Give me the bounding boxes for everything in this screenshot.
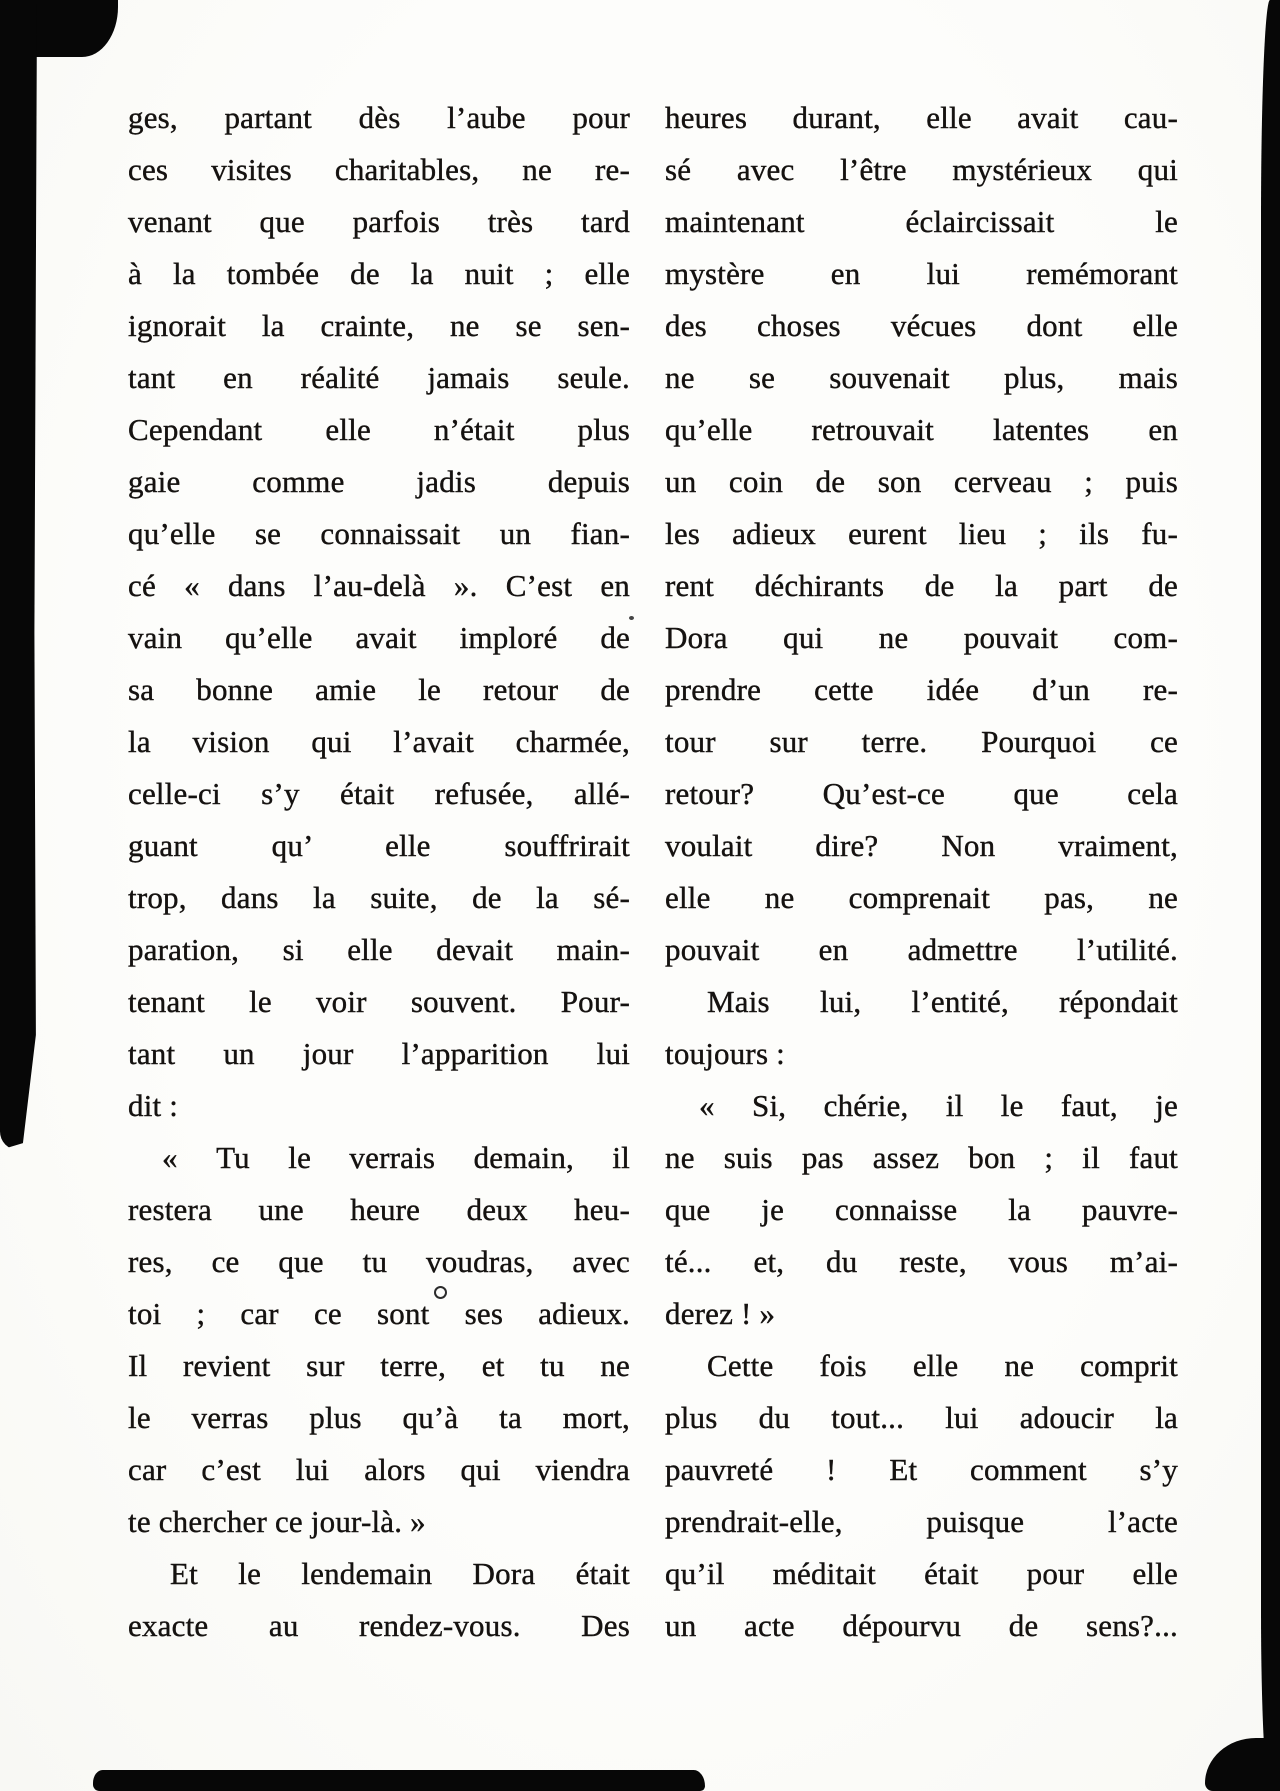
text-line: te chercher ce jour-là. » (128, 1504, 426, 1539)
right-edge-ink-bar (1261, 0, 1280, 1791)
text-line: retour? Qu’est-ce que cela (665, 776, 1178, 811)
text-line: elle ne comprenait pas, ne (665, 880, 1178, 915)
text-line: sa bonne amie le retour de (128, 672, 630, 707)
text-line: toujours : (665, 1036, 785, 1071)
text-line: tour sur terre. Pourquoi ce (665, 724, 1178, 759)
text-line: ignorait la crainte, ne se sen- (128, 308, 630, 343)
left-edge-ink-bar (0, 0, 37, 1150)
text-line: prendre cette idée d’un re- (665, 672, 1178, 707)
text-line: pouvait en admettre l’utilité. (665, 932, 1178, 967)
bottom-edge-ink-bar (93, 1770, 705, 1791)
text-line: ne se souvenait plus, mais (665, 360, 1178, 395)
text-line: res, ce que tu voudras, avec (128, 1244, 630, 1279)
text-line: cé « dans l’au-delà ». C’est en (128, 568, 630, 603)
text-line: derez ! » (665, 1296, 776, 1331)
text-line: celle-ci s’y était refusée, allé- (128, 776, 630, 811)
text-line: rent déchirants de la part de (665, 568, 1178, 603)
text-line: mystère en lui remémorant (665, 256, 1178, 291)
text-line: ges, partant dès l’aube pour (128, 100, 630, 135)
text-line: ces visites charitables, ne re- (128, 152, 630, 187)
text-line: restera une heure deux heu- (128, 1192, 630, 1227)
text-line: trop, dans la suite, de la sé- (128, 880, 630, 915)
ink-speck-ring (434, 1286, 447, 1299)
text-line: tant en réalité jamais seule. (128, 360, 630, 395)
bottom-right-ink-blob (1205, 1738, 1280, 1791)
text-line: guant qu’ elle souffrirait (128, 828, 630, 863)
text-line: le verras plus qu’à ta mort, (128, 1400, 630, 1435)
text-line: exacte au rendez-vous. Des (128, 1608, 630, 1643)
text-line: vain qu’elle avait imploré de (128, 620, 630, 655)
text-line: plus du tout... lui adoucir la (665, 1400, 1178, 1435)
text-line: à la tombée de la nuit ; elle (128, 256, 630, 291)
text-line: toi ; car ce sont ses adieux. (128, 1296, 630, 1331)
text-line: les adieux eurent lieu ; ils fu- (665, 516, 1178, 551)
text-line: tenant le voir souvent. Pour- (128, 984, 630, 1019)
text-line: dit : (128, 1088, 179, 1123)
text-line: tant un jour l’apparition lui (128, 1036, 630, 1071)
text-line: qu’il méditait était pour elle (665, 1556, 1178, 1591)
text-line: Dora qui ne pouvait com- (665, 620, 1178, 655)
text-line: sé avec l’être mystérieux qui (665, 152, 1178, 187)
text-line: « Tu le verrais demain, il (162, 1140, 630, 1175)
text-line: Cette fois elle ne comprit (707, 1348, 1178, 1383)
text-line: paration, si elle devait main- (128, 932, 630, 967)
text-line: « Si, chérie, il le faut, je (699, 1088, 1178, 1123)
text-line: qu’elle se connaissait un fian- (128, 516, 630, 551)
text-line: venant que parfois très tard (128, 204, 630, 239)
text-line: un acte dépourvu de sens?... (665, 1608, 1178, 1643)
text-line: gaie comme jadis depuis (128, 464, 630, 499)
text-line: ne suis pas assez bon ; il faut (665, 1140, 1178, 1175)
text-line: voulait dire? Non vraiment, (665, 828, 1178, 863)
text-line: Il revient sur terre, et tu ne (128, 1348, 630, 1383)
text-line: Et le lendemain Dora était (170, 1556, 630, 1591)
text-line: Mais lui, l’entité, répondait (707, 984, 1178, 1019)
right-text-column (665, 92, 1178, 1652)
text-line: que je connaisse la pauvre- (665, 1192, 1178, 1227)
text-line: té... et, du reste, vous m’ai- (665, 1244, 1178, 1279)
text-line: maintenant éclaircissait le (665, 204, 1178, 239)
text-line: qu’elle retrouvait latentes en (665, 412, 1178, 447)
text-line: prendrait-elle, puisque l’acte (665, 1504, 1178, 1539)
text-line: car c’est lui alors qui viendra (128, 1452, 630, 1487)
text-line: heures durant, elle avait cau- (665, 100, 1178, 135)
text-line: la vision qui l’avait charmée, (128, 724, 630, 759)
text-line: pauvreté ! Et comment s’y (665, 1452, 1178, 1487)
text-line: Cependant elle n’était plus (128, 412, 630, 447)
left-text-column (128, 92, 630, 1652)
ink-speck-dot (629, 616, 634, 620)
text-line: un coin de son cerveau ; puis (665, 464, 1178, 499)
text-line: des choses vécues dont elle (665, 308, 1178, 343)
